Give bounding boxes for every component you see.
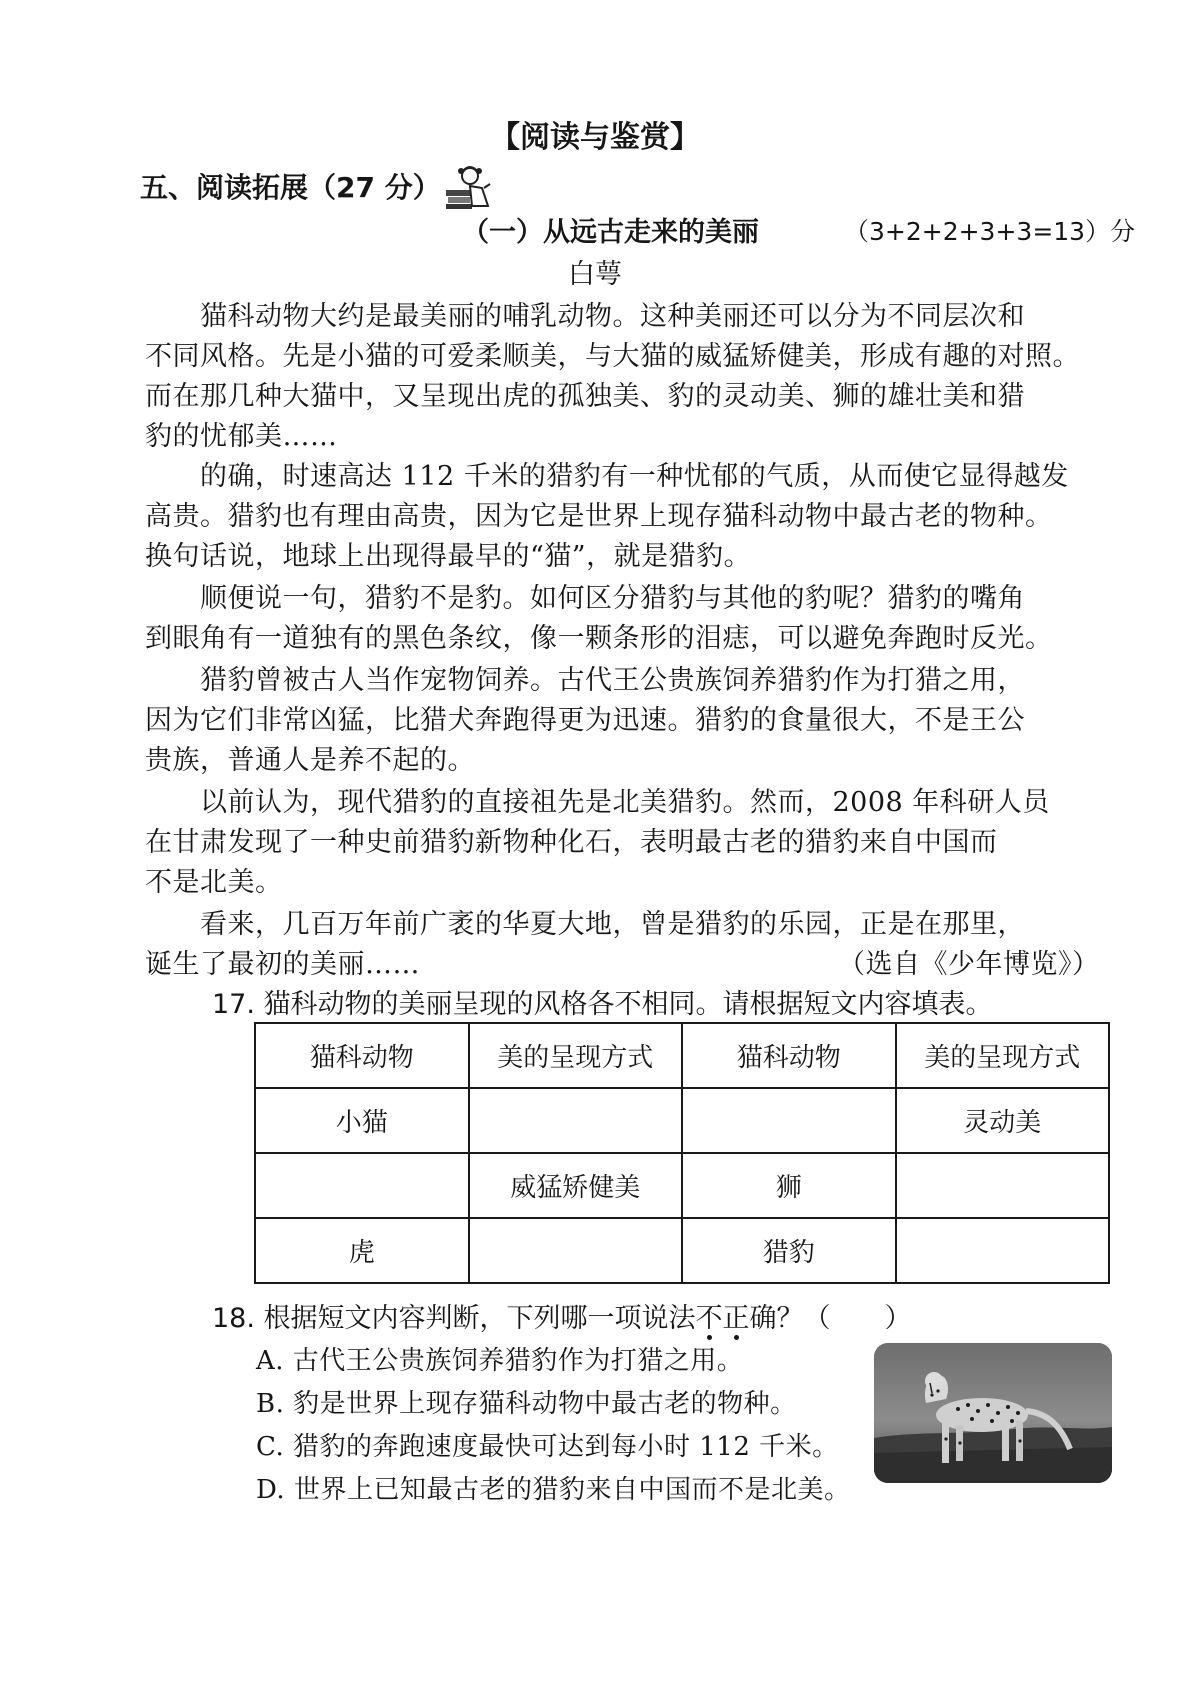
q18-stem [212,1296,912,1335]
cheetah-image [874,1343,1112,1483]
cheetah-photo [874,1343,1112,1483]
passage-line: 换句话说，地球上出现得最早的“猫”，就是猎豹。 [145,541,752,572]
passage-line: 豹的忧郁美…… [145,421,338,452]
q18-stem-emphasis: 正 [722,1303,750,1334]
q18-stem-before: 18. 根据短文内容判断，下列哪一项说法 [212,1303,696,1334]
passage-line: 贵族，普通人是养不起的。 [145,745,475,776]
reading-child-icon [440,164,494,210]
passage-line: 到眼角有一道独有的黑色条纹，像一颗条形的泪痣，可以避免奔跑时反光。 [145,623,1053,654]
passage-line: 高贵。猎豹也有理由高贵，因为它是世界上现存猫科动物中最古老的物种。 [145,501,1053,532]
passage-line: 不同风格。先是小猫的可爱柔顺美，与大猫的威猛矫健美，形成有趣的对照。 [145,341,1080,372]
passage-line: 诞生了最初的美丽…… [145,949,420,980]
passage-line: 猫科动物大约是最美丽的哺乳动物。这种美丽还可以分为不同层次和 [200,301,1025,332]
q18-option-a: A. 古代王公贵族饲养猎豹作为打猎之用。 [256,1346,744,1376]
passage-source: （选自《少年博览》） [838,949,1100,980]
table-cell: 虎 [255,1218,469,1283]
passage-author: 白萼 [568,259,622,290]
table-header-cell: 美的呈现方式 [896,1023,1110,1088]
table-header-row [255,1023,1109,1088]
section-title: 【阅读与鉴赏】 [490,120,700,155]
table-cell: 猎豹 [682,1218,896,1283]
passage-line: 的确，时速高达 112 千米的猎豹有一种忧郁的气质，从而使它显得越发 [200,461,1069,492]
passage-line: 不是北美。 [145,867,283,898]
q18-answer-bracket[interactable]: 确？（ ） [749,1303,912,1334]
table-cell: 小猫 [255,1088,469,1153]
q18-option-d: D. 世界上已知最古老的猎豹来自中国而不是北美。 [256,1475,851,1505]
table-header-cell: 猫科动物 [255,1023,469,1088]
q18-option-c: C. 猎豹的奔跑速度最快可达到每小时 112 千米。 [256,1432,839,1462]
passage-line: 顺便说一句，猎豹不是豹。如何区分猎豹与其他的豹呢？猎豹的嘴角 [200,583,1025,614]
answer-blank-cell[interactable] [255,1153,469,1218]
q17-fill-table [254,1022,1110,1284]
table-row [255,1153,1109,1218]
passage-line: 在甘肃发现了一种史前猎豹新物种化石，表明最古老的猎豹来自中国而 [145,827,998,858]
answer-blank-cell[interactable] [469,1088,683,1153]
table-cell: 灵动美 [896,1088,1110,1153]
table-header-cell: 猫科动物 [682,1023,896,1088]
table-row [255,1218,1109,1283]
q18-option-b: B. 豹是世界上现存猫科动物中最古老的物种。 [256,1389,797,1419]
q18-stem-emphasis: 不 [695,1303,723,1334]
answer-blank-cell[interactable] [682,1088,896,1153]
passage-line: 以前认为，现代猎豹的直接祖先是北美猎豹。然而，2008 年科研人员 [200,787,1050,818]
passage-title: （一）从远古走来的美丽 [462,217,759,248]
part-title: 五、阅读拓展（27 分） [140,171,441,204]
answer-blank-cell[interactable] [896,1218,1110,1283]
table-row [255,1088,1109,1153]
table-cell: 狮 [682,1153,896,1218]
passage-line: 而在那几种大猫中，又呈现出虎的孤独美、豹的灵动美、狮的雄壮美和猎 [145,381,1025,412]
answer-blank-cell[interactable] [469,1218,683,1283]
passage-line: 因为它们非常凶猛，比猎犬奔跑得更为迅速。猎豹的食量很大，不是王公 [145,705,1025,736]
answer-blank-cell[interactable] [896,1153,1110,1218]
passage-line: 猎豹曾被古人当作宠物饲养。古代王公贵族饲养猎豹作为打猎之用， [200,665,1025,696]
q17-stem: 17. 猫科动物的美丽呈现的风格各不相同。请根据短文内容填表。 [212,989,993,1020]
table-header-cell: 美的呈现方式 [469,1023,683,1088]
table-cell: 威猛矫健美 [469,1153,683,1218]
passage-score: （3+2+2+3+3=13）分 [844,217,1136,246]
passage-line: 看来，几百万年前广袤的华夏大地，曾是猎豹的乐园，正是在那里， [200,909,1025,940]
